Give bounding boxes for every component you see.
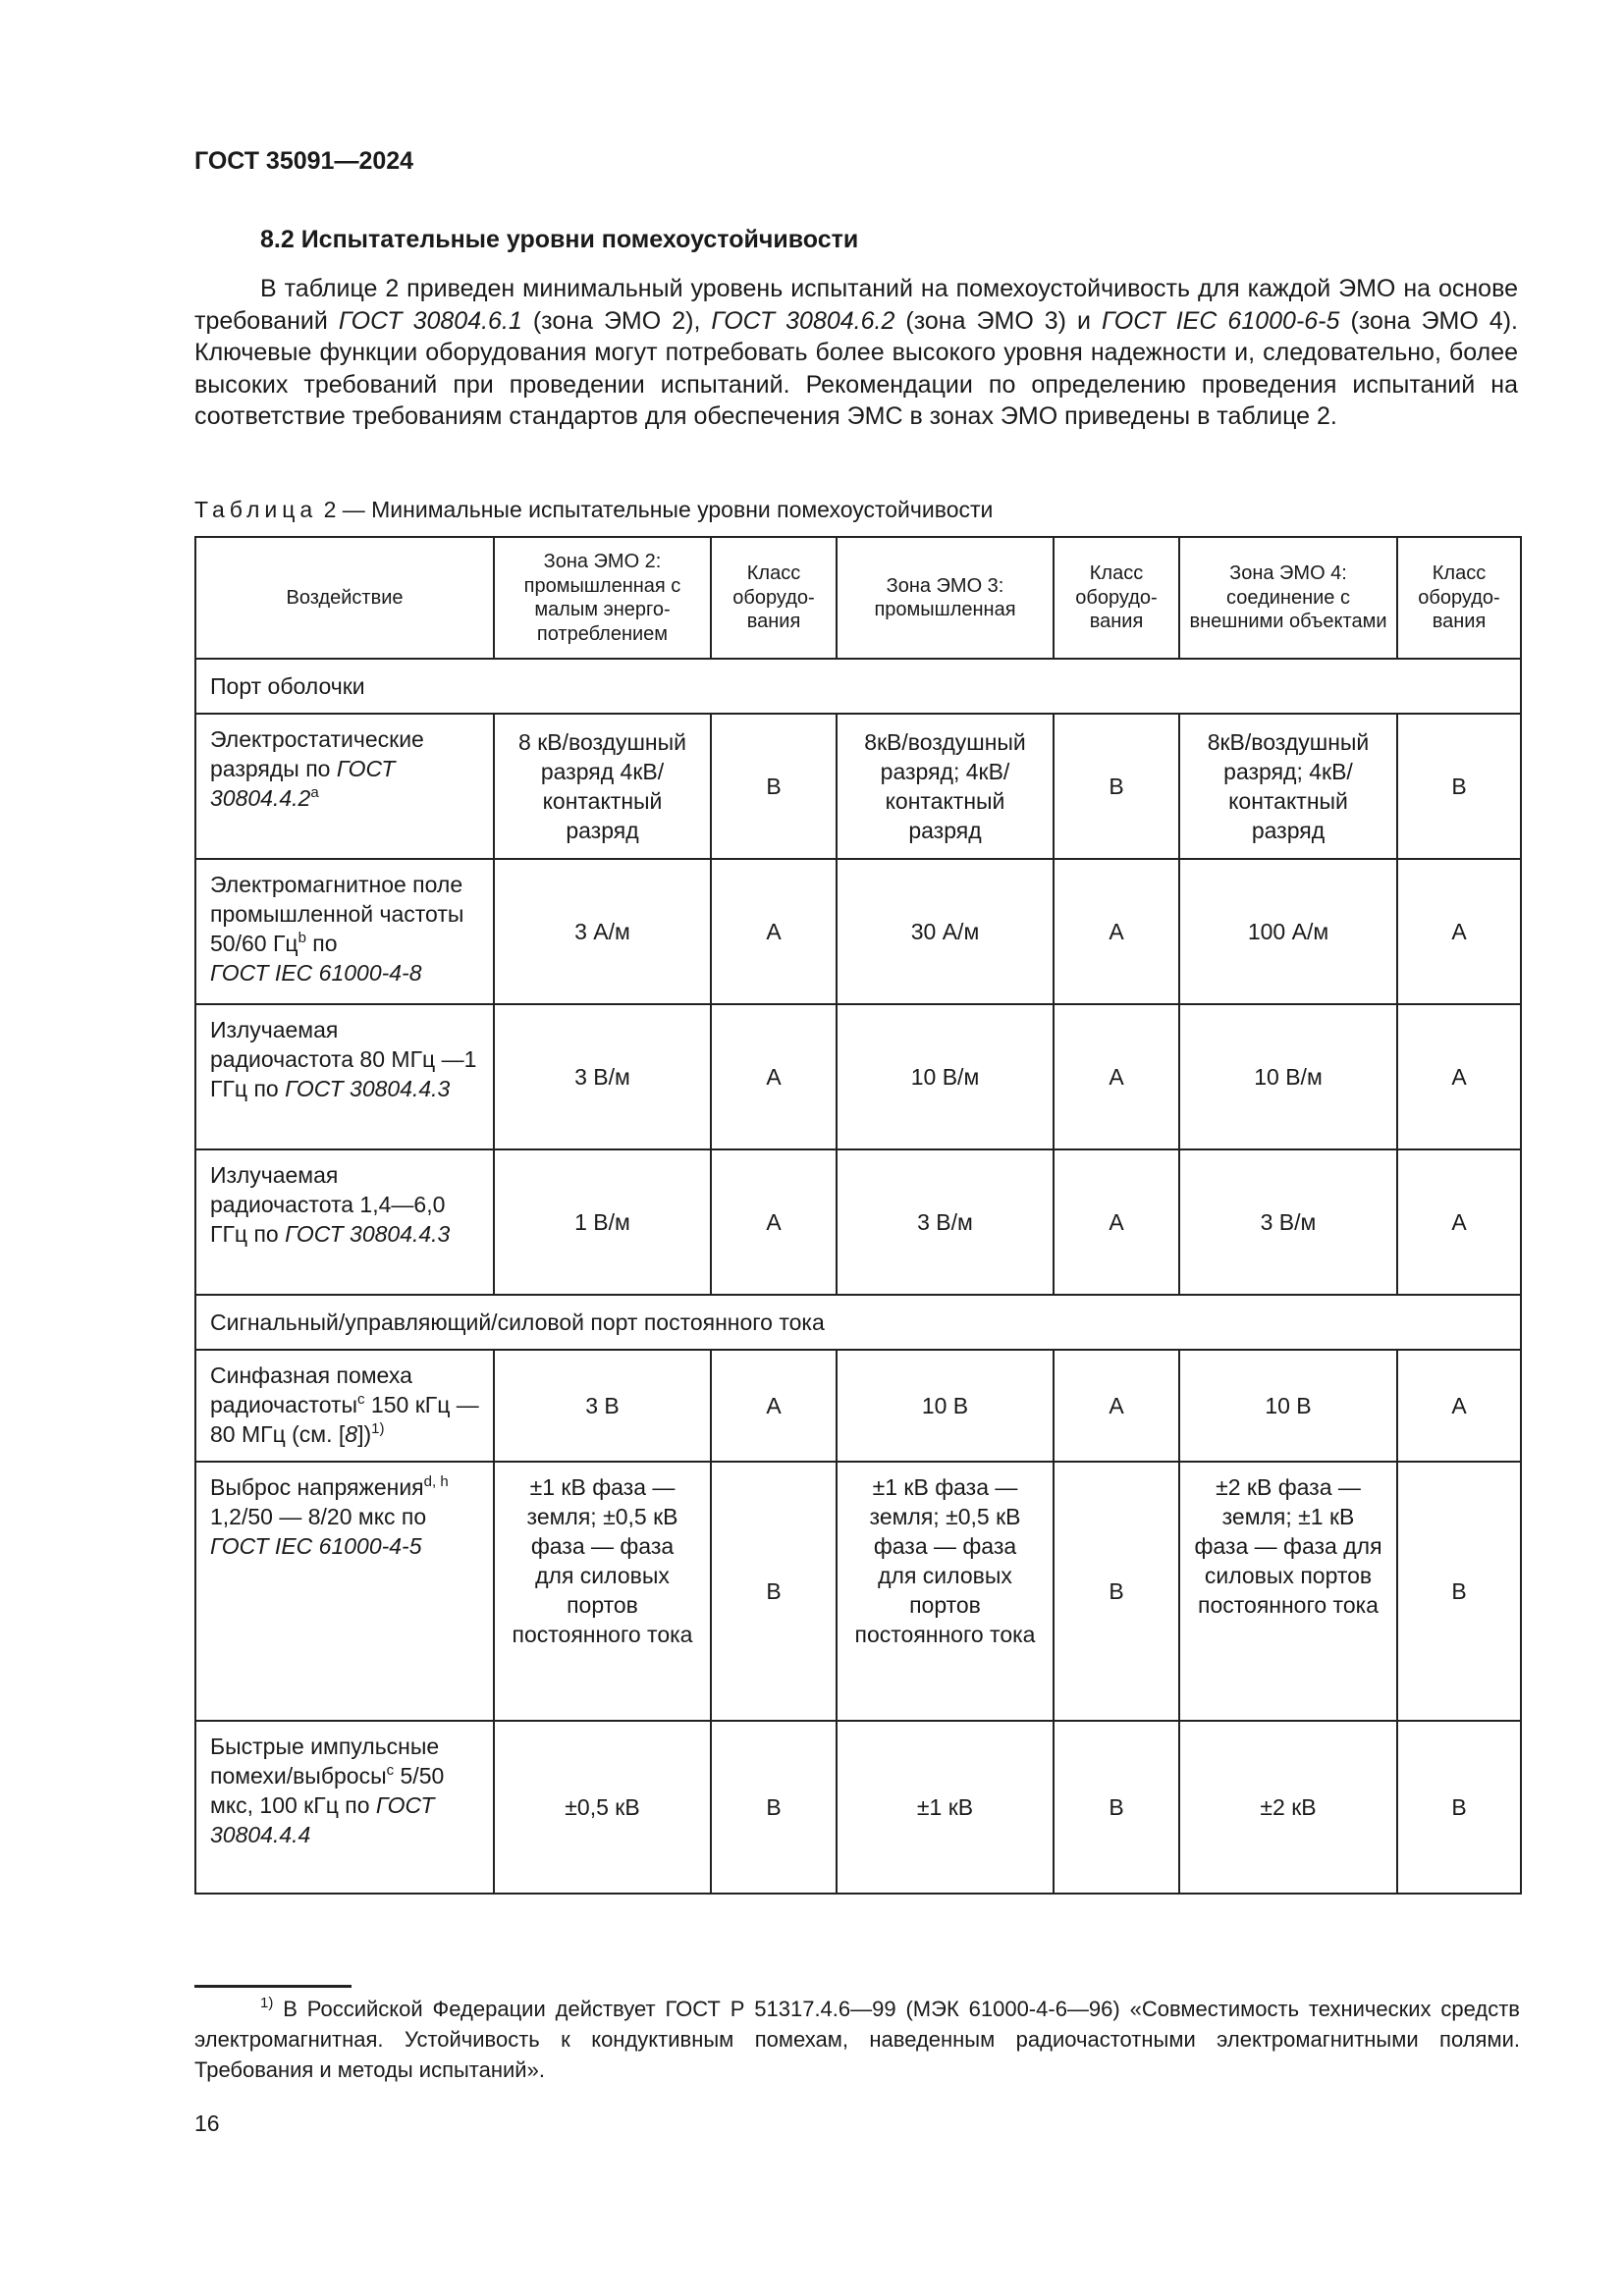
zone-3-value: ±1 кВ фаза — земля; ±0,5 кВ фаза — фаза для силовых портов постоянного тока — [837, 1462, 1054, 1721]
impact-text: 5/50 мкс, 100 кГц по — [210, 1763, 445, 1818]
section-dc-port: Сигнальный/управляющий/силовой порт постоянного тока — [195, 1295, 1521, 1350]
zone-3-class: А — [1054, 1004, 1179, 1149]
table-caption-word: Таблица — [194, 497, 318, 522]
intro-text-2: (зона ЭМО 2), — [521, 306, 712, 335]
impact-text: ]) — [357, 1421, 372, 1447]
header-zone-2: Зона ЭМО 2: промышленная с малым энерго-потреблением — [494, 537, 711, 659]
table-row — [195, 1350, 1521, 1462]
zone-3-class: А — [1054, 1350, 1179, 1462]
impact-text: Синфазная помеха радиочастоты — [210, 1362, 412, 1417]
impact-cell — [195, 1462, 494, 1721]
section-title: 8.2 Испытательные уровни помехоустойчивости — [260, 226, 859, 253]
zone-2-value: 1 В/м — [494, 1149, 711, 1295]
zone-2-value: ±1 кВ фаза — земля; ±0,5 кВ фаза — фаза для силовых портов постоянного тока — [494, 1462, 711, 1721]
table-row — [195, 1462, 1521, 1721]
zone-4-value: ±2 кВ фаза — земля; ±1 кВ фаза — фаза для силовых портов постоянного тока — [1179, 1462, 1397, 1721]
table-row — [195, 1004, 1521, 1149]
intro-text-3: (зона ЭМО 3) и — [894, 306, 1103, 335]
impact-cell — [195, 1004, 494, 1149]
zone-3-value: ±1 кВ — [837, 1721, 1054, 1894]
zone-2-class: В — [711, 1721, 837, 1894]
footnote-mark: b — [298, 930, 306, 946]
impact-reference: 8 — [345, 1421, 358, 1447]
header-impact: Воздействие — [195, 537, 494, 659]
impact-text: Выброс напряжения — [210, 1474, 424, 1500]
header-class-2: Класс оборудо-вания — [711, 537, 837, 659]
table-caption — [194, 497, 993, 523]
impact-standard: ГОСТ 30804.4.3 — [285, 1076, 451, 1101]
zone-3-value: 30 А/м — [837, 859, 1054, 1004]
zone-3-value: 10 В — [837, 1350, 1054, 1462]
zone-4-value: 10 В — [1179, 1350, 1397, 1462]
section-enclosure-port: Порт оболочки — [195, 659, 1521, 714]
footnote-mark: d, h — [423, 1473, 449, 1490]
zone-4-class: В — [1397, 1721, 1521, 1894]
zone-3-class: В — [1054, 1721, 1179, 1894]
zone-4-value: 100 А/м — [1179, 859, 1397, 1004]
table-row — [195, 859, 1521, 1004]
table-section-row — [195, 659, 1521, 714]
impact-standard: ГОСТ 30804.4.2 — [210, 756, 396, 811]
footnote-mark: 1) — [371, 1420, 385, 1437]
zone-2-value: 3 В — [494, 1350, 711, 1462]
intro-text-1: В таблице 2 приведен минимальный уровень испытаний на помехоустойчивость для каждой ЭМО на основе требований — [194, 275, 1518, 335]
intro-ref-2: ГОСТ 30804.6.2 — [711, 306, 895, 335]
footnote-mark: с — [357, 1391, 365, 1408]
page-number: 16 — [194, 2110, 220, 2136]
header-zone-4: Зона ЭМО 4: соединение с внешними объектами — [1179, 537, 1397, 659]
zone-3-value: 8кВ/воздушный разряд; 4кВ/контактный разряд — [837, 714, 1054, 859]
footnote-divider — [194, 1985, 352, 1988]
zone-4-class: В — [1397, 1462, 1521, 1721]
immunity-levels-table — [194, 536, 1522, 1895]
header-zone-3: Зона ЭМО 3: промышленная — [837, 537, 1054, 659]
table-caption-text: 2 — Минимальные испытательные уровни помехоустойчивости — [317, 497, 994, 522]
zone-3-value: 3 В/м — [837, 1149, 1054, 1295]
footnote-mark: с — [386, 1762, 395, 1779]
zone-2-class: А — [711, 1350, 837, 1462]
zone-3-class: В — [1054, 1462, 1179, 1721]
zone-2-class: В — [711, 1462, 837, 1721]
impact-cell — [195, 1149, 494, 1295]
impact-cell — [195, 1721, 494, 1894]
zone-3-class: А — [1054, 859, 1179, 1004]
zone-4-value: 3 В/м — [1179, 1149, 1397, 1295]
zone-3-class: А — [1054, 1149, 1179, 1295]
table-header-row — [195, 537, 1521, 659]
zone-2-value: ±0,5 кВ — [494, 1721, 711, 1894]
footnote-mark: а — [310, 784, 319, 801]
impact-text: 1,2/50 — 8/20 мкс по — [210, 1504, 427, 1529]
zone-2-value: 3 А/м — [494, 859, 711, 1004]
zone-4-class: А — [1397, 859, 1521, 1004]
zone-4-class: А — [1397, 1350, 1521, 1462]
table-row — [195, 1149, 1521, 1295]
zone-2-class: А — [711, 1149, 837, 1295]
zone-2-class: В — [711, 714, 837, 859]
impact-cell — [195, 859, 494, 1004]
impact-text: Быстрые импульсные помехи/выбросы — [210, 1734, 440, 1789]
table-row — [195, 714, 1521, 859]
header-class-4: Класс оборудо-вания — [1397, 537, 1521, 659]
intro-text-4: (зона ЭМО 4). Ключевые функции оборудования могут потребовать более высокого уровня надежности и, следовательно, более высоких требований при проведении испытаний. Рекомендации по определению проведения испытаний на соответствие требованиям стандартов для обеспечения ЭМС в зонах ЭМО приведены в таблице 2. — [194, 306, 1519, 430]
footnote — [194, 1994, 1520, 2085]
impact-text: Излучаемая радиочастота 1,4—6,0 ГГц по — [210, 1162, 446, 1247]
header-class-3: Класс оборудо-вания — [1054, 537, 1179, 659]
table-section-row — [195, 1295, 1521, 1350]
table-row — [195, 1721, 1521, 1894]
zone-4-class: А — [1397, 1149, 1521, 1295]
zone-2-value: 8 кВ/воздушный разряд 4кВ/контактный разряд — [494, 714, 711, 859]
zone-2-class: А — [711, 1004, 837, 1149]
zone-2-value: 3 В/м — [494, 1004, 711, 1149]
zone-4-value: ±2 кВ — [1179, 1721, 1397, 1894]
impact-standard: ГОСТ 30804.4.3 — [285, 1221, 451, 1247]
impact-text: Электростатические разряды по — [210, 726, 424, 781]
zone-4-value: 10 В/м — [1179, 1004, 1397, 1149]
impact-standard: ГОСТ IEC 61000-4-8 — [210, 960, 422, 986]
intro-ref-3: ГОСТ IEC 61000-6-5 — [1102, 306, 1340, 335]
intro-ref-1: ГОСТ 30804.6.1 — [338, 306, 522, 335]
zone-4-class: В — [1397, 714, 1521, 859]
impact-text: Электромагнитное поле промышленной частоты 50/60 Гц — [210, 872, 464, 956]
footnote-text: В Российской Федерации действует ГОСТ Р 51317.4.6—99 (МЭК 61000-4-6—96) «Совместимость технических средств электромагнитная. Устойчивость к кондуктивным помехам, наведенным радиочастотными электромагнитными полями. Требования и методы испытаний». — [194, 1997, 1520, 2082]
zone-4-class: А — [1397, 1004, 1521, 1149]
impact-text: Излучаемая радиочастота 80 МГц —1 ГГц по — [210, 1017, 477, 1101]
zone-2-class: А — [711, 859, 837, 1004]
impact-standard: ГОСТ 30804.4.4 — [210, 1792, 435, 1847]
zone-3-value: 10 В/м — [837, 1004, 1054, 1149]
impact-text: по — [305, 931, 338, 956]
impact-cell — [195, 714, 494, 859]
footnote-number: 1) — [260, 1995, 274, 2011]
impact-text: 150 кГц — 80 МГц (см. [ — [210, 1392, 479, 1447]
document-header: ГОСТ 35091—2024 — [194, 147, 414, 175]
impact-cell — [195, 1350, 494, 1462]
impact-standard: ГОСТ IEC 61000-4-5 — [210, 1533, 422, 1559]
intro-paragraph — [194, 273, 1518, 433]
zone-3-class: В — [1054, 714, 1179, 859]
zone-4-value: 8кВ/воздушный разряд; 4кВ/контактный разряд — [1179, 714, 1397, 859]
